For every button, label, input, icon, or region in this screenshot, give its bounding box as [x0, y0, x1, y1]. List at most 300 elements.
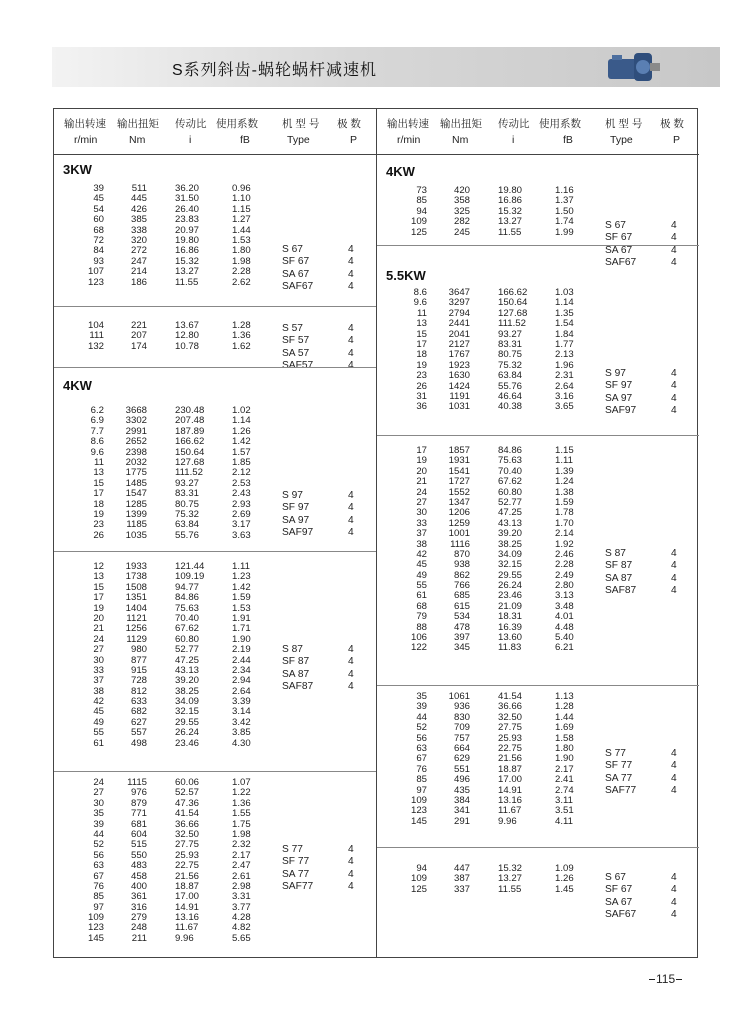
model-type: SF 67 [605, 884, 633, 896]
table-row [54, 809, 376, 819]
factor-value: 2.28 [232, 266, 251, 278]
speed-value: 8.6 [413, 287, 427, 298]
speed-value: 123 [410, 805, 427, 817]
torque-value: 174 [130, 340, 147, 352]
torque-value: 1404 [125, 602, 147, 614]
table-section [377, 435, 699, 654]
ratio-value: 32.15 [498, 559, 523, 571]
speed-value: 45 [93, 193, 104, 205]
model-row [54, 244, 376, 256]
model-row [377, 232, 699, 244]
ratio-value: 80.75 [498, 349, 523, 361]
ratio-value: 16.86 [498, 195, 523, 207]
header-ratio: 传动比 [498, 118, 530, 130]
ratio-value: 17.00 [175, 891, 200, 903]
spec-table [53, 108, 698, 958]
speed-value: 33 [93, 664, 104, 676]
ratio-value: 32.15 [175, 706, 200, 718]
ratio-value: 34.09 [498, 548, 523, 560]
model-row [54, 490, 376, 502]
speed-value: 9.6 [90, 446, 104, 458]
torque-value: 211 [131, 932, 147, 944]
factor-value: 1.44 [232, 224, 251, 236]
model-type: SA 97 [605, 392, 633, 404]
speed-value: 61 [93, 737, 104, 749]
torque-value: 2441 [448, 318, 470, 330]
factor-value: 2.53 [232, 477, 251, 489]
ratio-value: 13.60 [498, 632, 523, 644]
header-ratio: 传动比 [175, 118, 207, 130]
model-type: S 87 [605, 548, 626, 559]
torque-value: 397 [453, 632, 470, 644]
speed-value: 13 [93, 571, 104, 583]
torque-value: 551 [453, 763, 470, 775]
ratio-value: 60.06 [175, 777, 200, 788]
ratio-value: 55.76 [498, 380, 523, 392]
torque-value: 682 [130, 706, 147, 718]
ratio-value: 93.27 [175, 477, 200, 489]
factor-value: 2.41 [555, 774, 574, 786]
speed-value: 49 [416, 569, 427, 581]
model-row [377, 872, 699, 884]
ratio-value: 10.78 [175, 340, 200, 352]
factor-value: 1.80 [232, 245, 251, 257]
ratio-value: 207.48 [175, 415, 205, 427]
factor-value: 5.40 [555, 632, 574, 644]
model-type: SAF77 [605, 785, 637, 797]
model-type: S 67 [605, 872, 626, 883]
speed-value: 85 [416, 774, 427, 786]
pole-count: 4 [348, 881, 354, 893]
ratio-value: 13.27 [498, 216, 523, 228]
table-section [377, 847, 699, 921]
gear-reducer-icon [606, 47, 662, 85]
torque-value: 445 [130, 193, 147, 205]
model-row [54, 669, 376, 681]
factor-value: 1.53 [232, 234, 251, 246]
speed-value: 19 [416, 455, 427, 467]
header-speed-unit: r/min [397, 134, 421, 146]
factor-value: 1.10 [232, 193, 251, 205]
model-type: SA 67 [605, 896, 633, 908]
speed-value: 19 [93, 508, 104, 520]
factor-value: 1.26 [555, 873, 574, 885]
speed-value: 123 [87, 276, 104, 288]
header-speed: 输出转速 [387, 118, 429, 130]
table-row [54, 739, 376, 749]
speed-value: 45 [416, 559, 427, 571]
factor-value: 1.99 [555, 226, 574, 238]
pole-count: 4 [348, 490, 354, 501]
pole-count: 4 [671, 748, 677, 759]
speed-value: 85 [416, 195, 427, 207]
torque-value: 2398 [125, 446, 147, 458]
speed-value: 52 [416, 722, 427, 734]
factor-value: 1.36 [232, 797, 251, 809]
factor-value: 2.17 [232, 849, 251, 861]
ratio-value: 39.20 [498, 528, 523, 540]
factor-value: 2.34 [232, 664, 251, 676]
speed-value: 61 [416, 590, 427, 602]
speed-value: 24 [93, 777, 104, 788]
factor-value: 1.45 [555, 883, 574, 895]
factor-value: 1.16 [555, 185, 574, 196]
table-row [54, 437, 376, 447]
model-type: SF 97 [605, 380, 633, 392]
model-type: S 67 [282, 244, 303, 255]
pole-count: 4 [348, 281, 354, 293]
factor-value: 2.28 [555, 559, 574, 571]
pole-count: 4 [348, 360, 354, 372]
torque-value: 337 [453, 883, 470, 895]
torque-value: 1508 [125, 581, 147, 593]
table-row [377, 477, 699, 487]
torque-value: 2127 [448, 338, 470, 350]
header-model: 机 型 号 [282, 118, 320, 130]
torque-value: 627 [130, 716, 147, 728]
ratio-value: 109.19 [175, 571, 205, 583]
torque-value: 1259 [448, 517, 470, 529]
torque-value: 728 [130, 675, 147, 687]
header-model-unit: Type [287, 134, 310, 146]
factor-value: 1.24 [555, 476, 574, 488]
torque-value: 387 [453, 873, 470, 885]
model-row [377, 405, 699, 417]
torque-value: 1738 [125, 571, 147, 583]
model-type: SAF87 [605, 585, 637, 597]
ratio-value: 40.38 [498, 401, 523, 413]
factor-value: 2.19 [232, 644, 251, 656]
factor-value: 1.69 [555, 722, 574, 734]
ratio-value: 38.25 [175, 685, 200, 697]
torque-value: 1931 [448, 455, 470, 467]
speed-value: 18 [93, 498, 104, 510]
torque-value: 1185 [126, 519, 147, 531]
factor-value: 1.90 [555, 753, 574, 765]
factor-value: 1.75 [232, 818, 251, 830]
speed-value: 39 [93, 183, 104, 194]
model-row [377, 897, 699, 909]
torque-value: 3302 [125, 415, 147, 427]
page-number: 115 [656, 972, 676, 986]
torque-value: 1061 [448, 691, 470, 702]
model-row [54, 320, 376, 335]
torque-value: 685 [453, 590, 470, 602]
pole-count: 4 [348, 656, 354, 668]
factor-value: 1.11 [232, 561, 250, 572]
factor-value: 1.15 [555, 445, 574, 456]
speed-value: 36 [416, 401, 427, 413]
speed-value: 125 [410, 883, 427, 895]
factor-value: 1.91 [232, 612, 251, 624]
header-poles-unit: P [673, 134, 681, 146]
speed-value: 15 [93, 477, 104, 489]
ratio-value: 16.39 [498, 621, 523, 633]
speed-value: 76 [416, 763, 427, 775]
torque-value: 1129 [126, 633, 147, 645]
model-type: SF 67 [605, 232, 633, 244]
factor-value: 2.47 [232, 860, 251, 872]
speed-value: 7.7 [90, 425, 104, 437]
torque-value: 447 [453, 863, 470, 874]
torque-value: 664 [453, 742, 470, 754]
model-type: S 57 [282, 323, 303, 334]
speed-value: 132 [87, 340, 104, 352]
factor-value: 2.93 [232, 498, 251, 510]
header-factor-unit: fB [240, 134, 250, 146]
model-type: SF 77 [282, 856, 310, 868]
factor-value: 1.71 [232, 623, 251, 635]
factor-value: 1.78 [555, 507, 574, 519]
factor-value: 2.49 [555, 569, 574, 581]
torque-value: 483 [130, 860, 147, 872]
torque-value: 1001 [448, 528, 470, 540]
torque-value: 681 [130, 818, 147, 830]
torque-value: 534 [453, 611, 470, 623]
pole-count: 4 [348, 844, 354, 855]
model-row [54, 881, 376, 893]
factor-value: 1.57 [232, 446, 251, 458]
speed-value: 27 [93, 644, 104, 656]
ratio-value: 26.24 [175, 727, 200, 739]
ratio-value: 14.91 [498, 784, 523, 796]
model-row [377, 785, 699, 797]
factor-value: 5.65 [232, 932, 251, 944]
ratio-value: 93.27 [498, 328, 523, 340]
factor-value: 3.39 [232, 696, 251, 708]
speed-value: 85 [93, 891, 104, 903]
ratio-value: 26.24 [498, 580, 523, 592]
speed-value: 72 [93, 234, 104, 246]
pole-count: 4 [348, 868, 354, 880]
factor-value: 2.62 [232, 276, 251, 288]
factor-value: 1.09 [555, 863, 574, 874]
torque-value: 511 [131, 183, 147, 194]
ratio-value: 11.55 [498, 883, 522, 895]
model-type: SF 87 [282, 656, 310, 668]
ratio-value: 21.56 [498, 753, 523, 765]
speed-value: 106 [410, 632, 427, 644]
ratio-value: 94.77 [175, 581, 200, 593]
model-row [377, 380, 699, 392]
ratio-value: 150.64 [498, 297, 528, 309]
header-speed-unit: r/min [74, 134, 98, 146]
torque-value: 435 [453, 784, 470, 796]
model-row [54, 844, 376, 856]
speed-value: 37 [416, 528, 427, 540]
factor-value: 2.74 [555, 784, 574, 796]
pole-count: 4 [671, 232, 677, 244]
factor-value: 3.85 [232, 727, 251, 739]
ratio-value: 13.67 [175, 320, 200, 331]
torque-value: 2991 [125, 425, 147, 437]
model-row [377, 548, 699, 560]
model-row [54, 656, 376, 668]
torque-value: 830 [453, 711, 470, 723]
torque-value: 282 [453, 216, 470, 228]
pole-count: 4 [671, 548, 677, 559]
ratio-value: 63.84 [175, 519, 200, 531]
torque-value: 980 [130, 644, 147, 656]
model-type: SF 67 [282, 256, 310, 268]
torque-value: 1256 [125, 623, 147, 635]
factor-value: 2.64 [555, 380, 574, 392]
table-section [54, 771, 376, 944]
torque-value: 1424 [448, 380, 470, 392]
speed-value: 68 [416, 600, 427, 612]
model-type: S 97 [282, 490, 303, 501]
pole-count: 4 [348, 681, 354, 693]
model-row [54, 256, 376, 268]
factor-value: 1.42 [232, 581, 251, 593]
factor-value: 2.80 [555, 580, 574, 592]
model-type: SAF77 [282, 881, 314, 893]
torque-value: 877 [130, 654, 147, 666]
torque-value: 291 [453, 815, 470, 827]
torque-value: 3668 [125, 405, 147, 416]
torque-value: 550 [130, 849, 147, 861]
speed-value: 109 [87, 912, 104, 924]
model-row [377, 909, 699, 921]
table-section [54, 306, 376, 372]
speed-value: 67 [93, 870, 104, 882]
model-type: SF 57 [282, 335, 310, 347]
model-row [54, 681, 376, 693]
speed-value: 35 [93, 808, 104, 820]
speed-value: 26 [416, 380, 427, 392]
factor-value: 1.96 [555, 359, 574, 371]
ratio-value: 20.97 [175, 224, 200, 236]
torque-value: 214 [130, 266, 147, 278]
factor-value: 1.44 [555, 711, 574, 723]
speed-value: 104 [87, 320, 104, 331]
ratio-value: 39.20 [175, 675, 200, 687]
table-section [54, 551, 376, 749]
speed-value: 111 [89, 330, 104, 342]
torque-value: 458 [130, 870, 147, 882]
speed-value: 6.2 [90, 405, 104, 416]
pole-count: 4 [671, 368, 677, 379]
speed-value: 8.6 [90, 436, 104, 448]
model-type: SAF97 [282, 527, 314, 539]
factor-value: 4.01 [555, 611, 574, 623]
torque-value: 629 [453, 753, 470, 765]
pole-count: 4 [348, 268, 354, 280]
speed-value: 30 [93, 654, 104, 666]
speed-value: 56 [93, 849, 104, 861]
pole-count: 4 [671, 884, 677, 896]
header-model-unit: Type [610, 134, 633, 146]
torque-value: 1351 [125, 592, 147, 604]
header-torque-unit: Nm [452, 134, 469, 146]
factor-value: 1.53 [232, 602, 251, 614]
torque-value: 3297 [448, 297, 470, 309]
pole-count: 4 [671, 392, 677, 404]
ratio-value: 11.55 [498, 226, 522, 238]
model-type: SF 97 [282, 502, 310, 514]
speed-value: 30 [93, 797, 104, 809]
speed-value: 38 [93, 685, 104, 697]
factor-value: 0.96 [232, 183, 251, 194]
factor-value: 1.59 [555, 496, 574, 508]
ratio-value: 67.62 [175, 623, 200, 635]
speed-value: 68 [93, 224, 104, 236]
factor-value: 3.14 [232, 706, 251, 718]
pole-count: 4 [671, 896, 677, 908]
factor-value: 3.16 [555, 390, 574, 402]
speed-value: 76 [93, 880, 104, 892]
header-poles: 极 数 [337, 118, 361, 130]
factor-value: 1.92 [555, 538, 574, 550]
factor-value: 1.11 [555, 455, 573, 467]
torque-value: 186 [130, 276, 147, 288]
speed-value: 24 [416, 486, 427, 498]
ratio-value: 41.54 [175, 808, 200, 820]
speed-value: 19 [93, 602, 104, 614]
factor-value: 1.14 [555, 297, 574, 309]
table-left-column [54, 109, 376, 957]
torque-value: 2032 [125, 456, 147, 468]
model-type: SAF67 [605, 909, 637, 921]
speed-value: 88 [416, 621, 427, 633]
factor-value: 1.54 [555, 318, 574, 330]
factor-value: 1.03 [555, 287, 574, 298]
factor-value: 2.12 [232, 467, 251, 479]
ratio-value: 47.25 [498, 507, 523, 519]
model-row [377, 245, 699, 257]
ratio-value: 21.09 [498, 600, 523, 612]
speed-value: 35 [416, 691, 427, 702]
model-type: SAF57 [282, 360, 314, 372]
torque-value: 272 [130, 245, 147, 257]
speed-value: 6.9 [90, 415, 104, 427]
ratio-value: 11.83 [498, 642, 522, 654]
factor-value: 1.22 [232, 787, 251, 799]
ratio-value: 83.31 [175, 488, 200, 500]
torque-value: 604 [130, 828, 147, 840]
factor-value: 2.94 [232, 675, 251, 687]
ratio-value: 80.75 [175, 498, 200, 510]
pole-count: 4 [348, 244, 354, 255]
torque-value: 1541 [448, 465, 470, 477]
ratio-value: 84.86 [498, 445, 523, 456]
ratio-value: 75.32 [498, 359, 523, 371]
speed-value: 26 [93, 529, 104, 541]
ratio-value: 127.68 [175, 456, 205, 468]
speed-value: 17 [93, 488, 104, 500]
speed-value: 107 [87, 266, 104, 278]
speed-value: 125 [410, 226, 427, 238]
model-row [54, 856, 376, 868]
ratio-value: 111.52 [498, 318, 526, 330]
header-torque: 输出扭矩 [440, 118, 482, 130]
factor-value: 1.70 [555, 517, 574, 529]
model-type: SA 67 [282, 268, 310, 280]
factor-value: 1.62 [232, 340, 251, 352]
torque-value: 757 [453, 732, 470, 744]
model-type: SA 87 [605, 572, 633, 584]
ratio-value: 31.50 [175, 193, 200, 205]
speed-value: 39 [416, 701, 427, 713]
ratio-value: 18.31 [498, 611, 523, 623]
ratio-value: 25.93 [498, 732, 523, 744]
torque-value: 936 [453, 701, 470, 713]
ratio-value: 47.36 [175, 797, 200, 809]
torque-value: 384 [453, 794, 470, 806]
pole-count: 4 [671, 760, 677, 772]
ratio-value: 36.66 [175, 818, 200, 830]
model-type: SF 87 [605, 560, 633, 572]
